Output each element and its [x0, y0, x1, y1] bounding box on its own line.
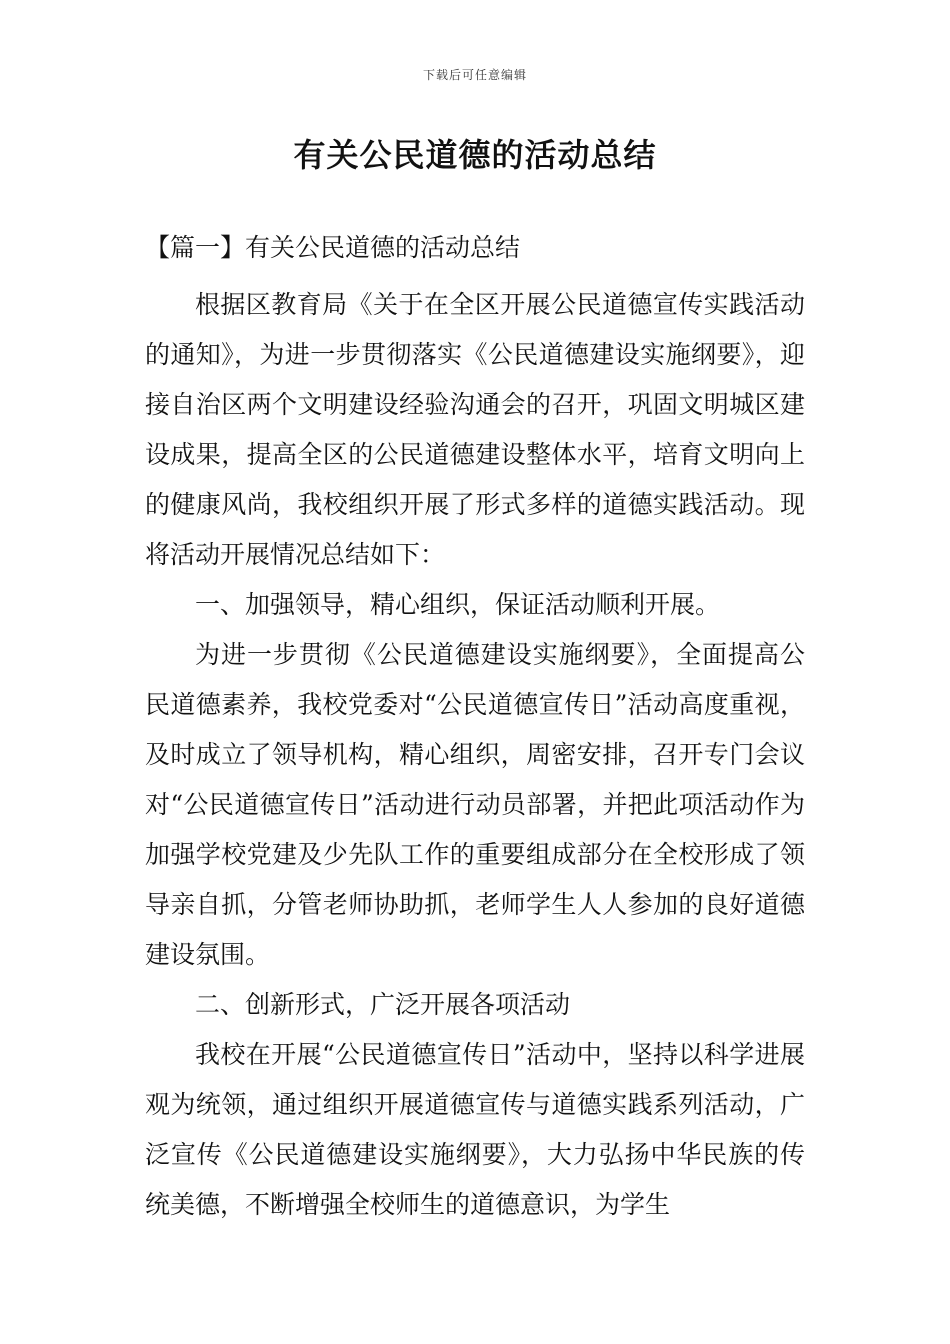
- page-header-note: 下载后可任意编辑: [422, 68, 527, 82]
- subheading-one: 一、加强领导，精心组织，保证活动顺利开展。: [195, 590, 721, 619]
- subheading-two: 二、创新形式，广泛开展各项活动: [195, 990, 571, 1019]
- section-heading: 【篇一】有关公民道德的活动总结: [145, 233, 521, 262]
- paragraph-leadership: 为进一步贯彻《公民道德建设实施纲要》，全面提高公民道德素养，我校党委对“公民道德宣传日”活动高度重视，及时成立了领导机构，精心组织，周密安排，召开专门会议对“公民道德宣传日”活动进行动员部署，并把此项活动作为加强学校党建及少先队工作的重要组成部分在全校形成了领导亲自抓，分管老师协助抓，老师学生人人参加的良好道德建设氛围。: [145, 640, 805, 969]
- paragraph-activities: 我校在开展“公民道德宣传日”活动中，坚持以科学进展观为统领，通过组织开展道德宣传与道德实践系列活动，广泛宣传《公民道德建设实施纲要》，大力弘扬中华民族的传统美德，不断增强全校师生的道德意识，为学生: [145, 1040, 805, 1219]
- document-body: [145, 280, 805, 1230]
- paragraph-intro: 根据区教育局《关于在全区开展公民道德宣传实践活动的通知》，为进一步贯彻落实《公民道德建设实施纲要》，迎接自治区两个文明建设经验沟通会的召开，巩固文明城区建设成果，提高全区的公民道德建设整体水平，培育文明向上的健康风尚，我校组织开展了形式多样的道德实践活动。现将活动开展情况总结如下：: [145, 290, 805, 569]
- document-title: 有关公民道德的活动总结: [293, 136, 657, 174]
